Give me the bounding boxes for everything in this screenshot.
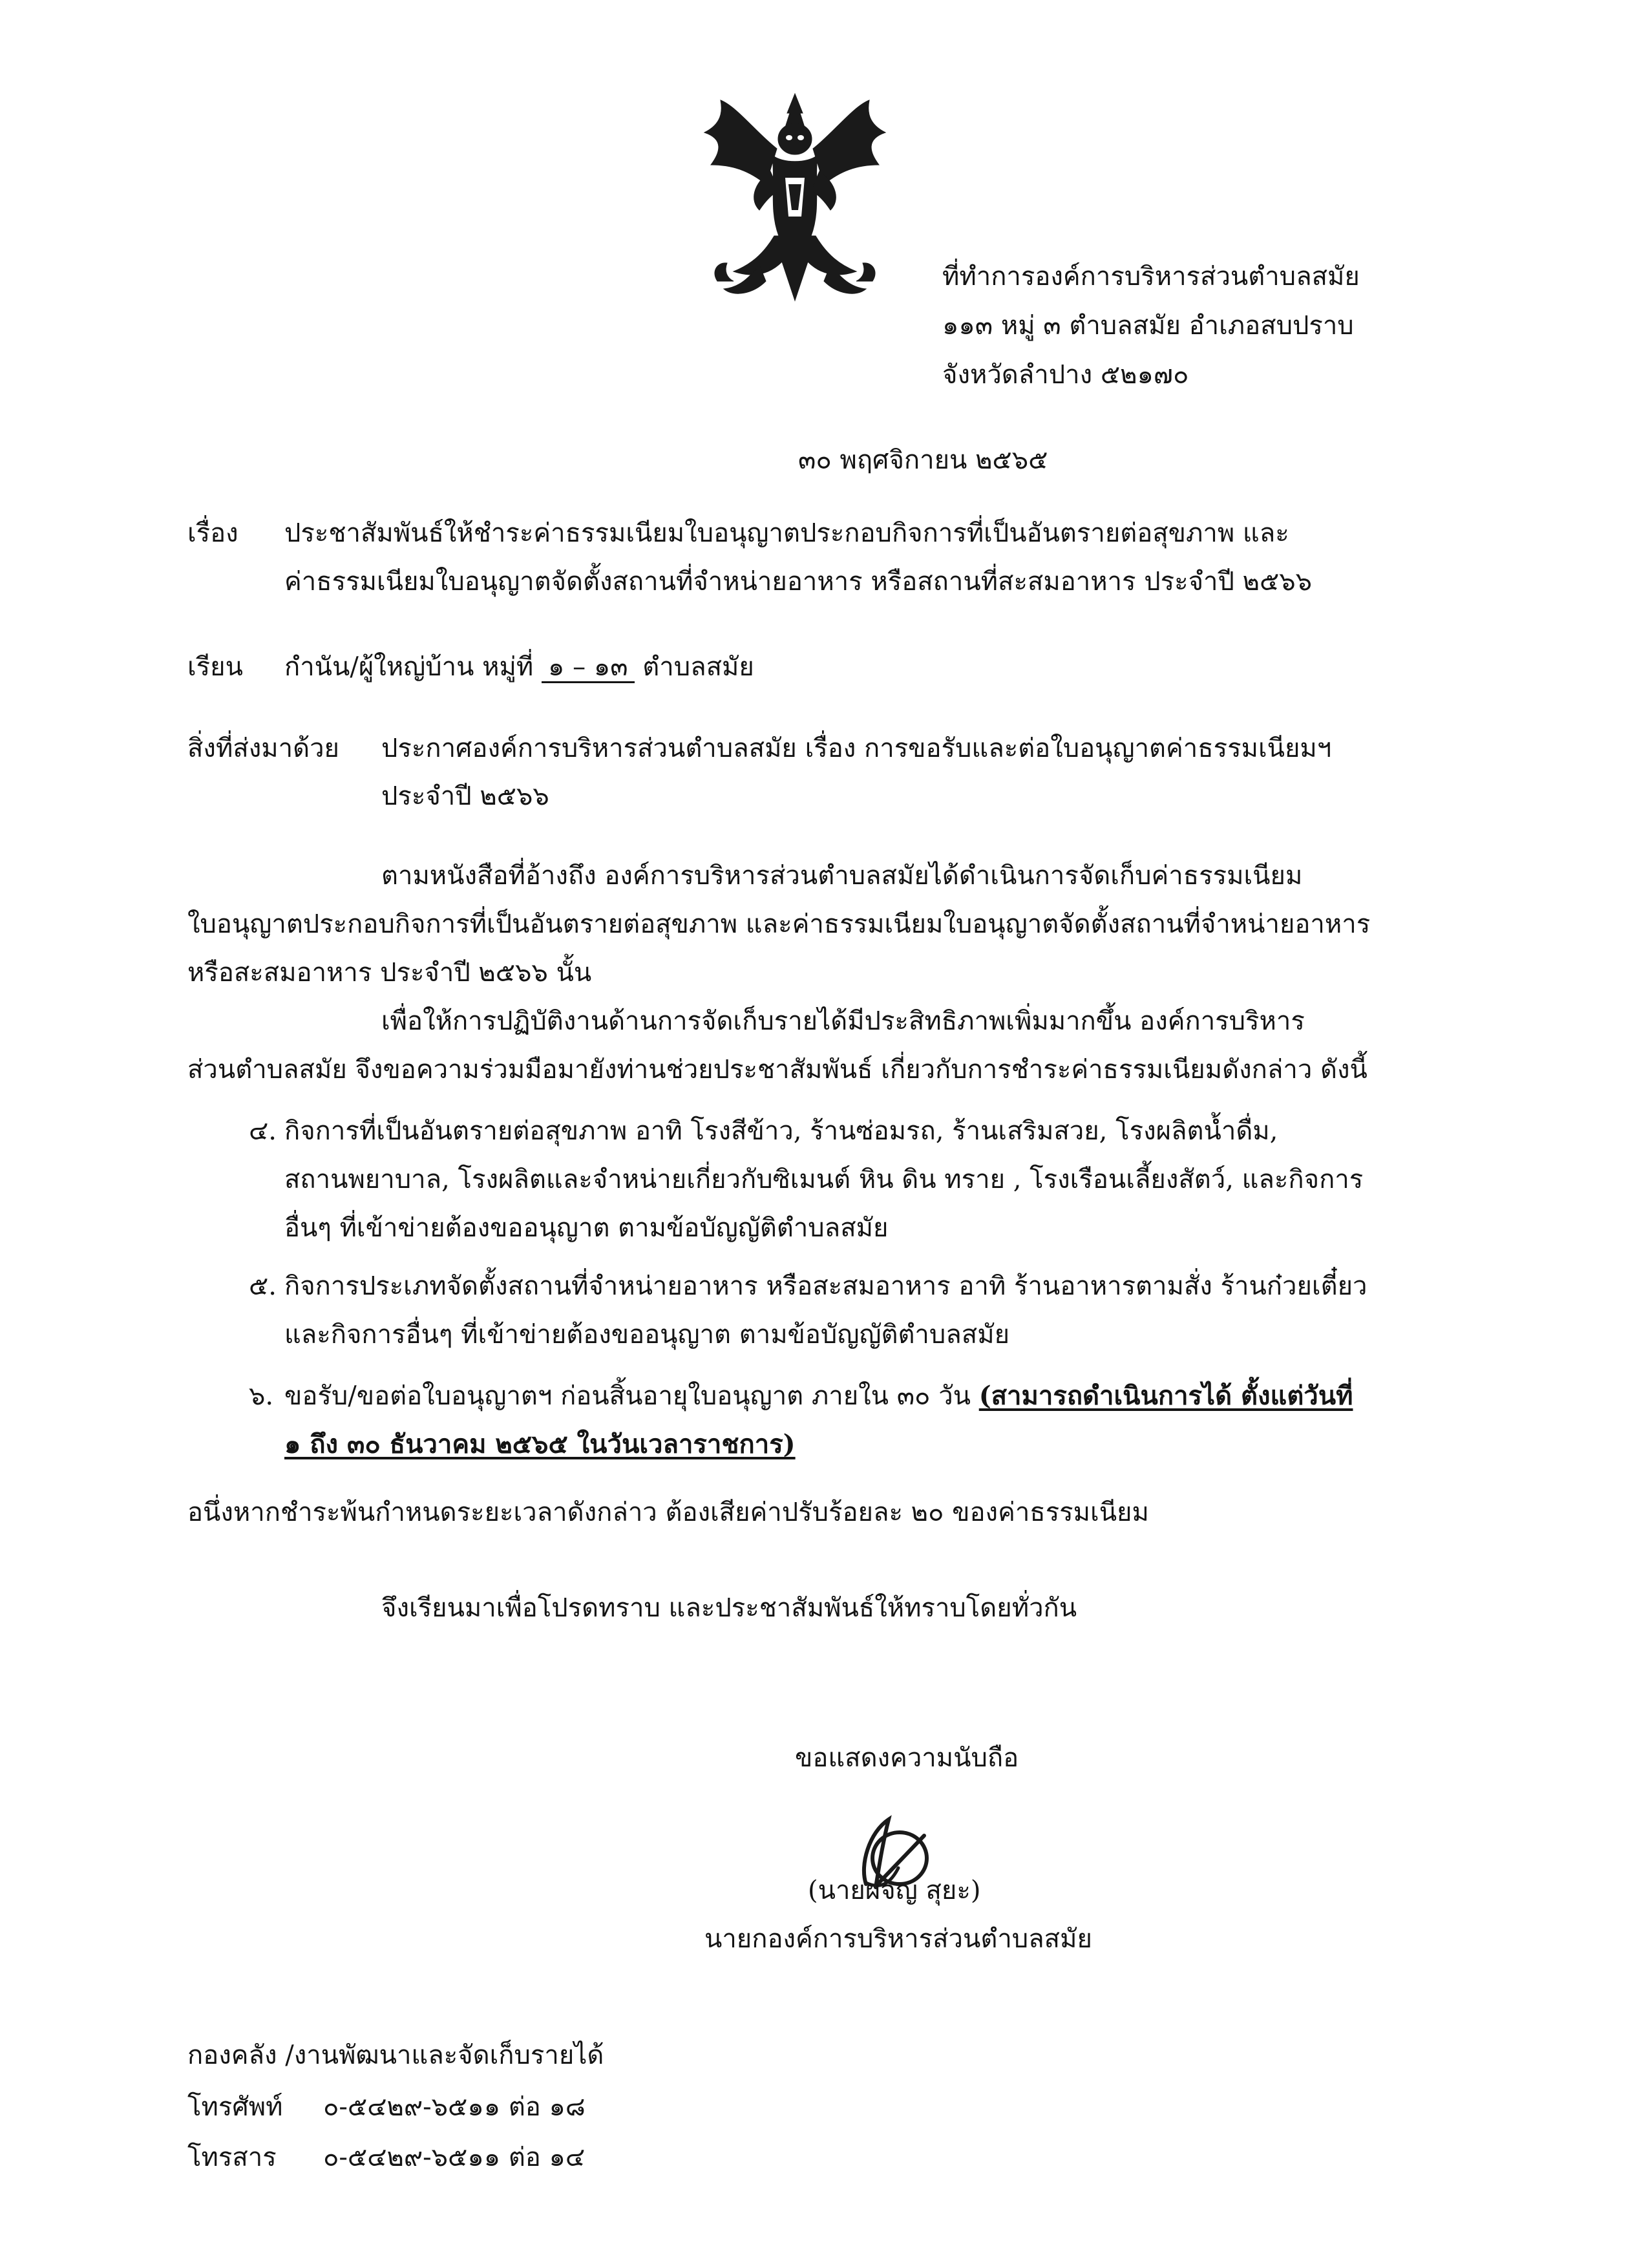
enclosure-line-2: ประจำปี ๒๕๖๖ <box>381 781 549 811</box>
phone-value: ๐-๕๔๒๙-๖๕๑๑ ต่อ ๑๘ <box>323 2092 586 2122</box>
closing-sentence: จึงเรียนมาเพื่อโปรดทราบ และประชาสัมพันธ์ให้ทราบโดยทั่วกัน <box>381 1593 1077 1623</box>
item-4-line-2: สถานพยาบาล, โรงผลิตและจำหน่ายเกี่ยวกับซิเมนต์ หิน ดิน ทราย , โรงเรือนเลี้ยงสัตว์, และกิจการ <box>284 1165 1364 1194</box>
regards: ขอแสดงความนับถือ <box>795 1743 1019 1773</box>
sender-address-line-3: จังหวัดลำปาง ๕๒๑๗๐ <box>942 360 1189 390</box>
recipient-villages: ๑ – ๑๓ <box>542 654 635 683</box>
enclosure-label: สิ่งที่ส่งมาด้วย <box>187 734 339 763</box>
fax-value: ๐-๕๔๒๙-๖๕๑๑ ต่อ ๑๔ <box>323 2143 586 2172</box>
item-4-line-3: อื่นๆ ที่เข้าข่ายต้องขออนุญาต ตามข้อบัญญัติตำบลสมัย <box>284 1213 889 1243</box>
garuda-emblem-icon <box>698 87 892 320</box>
item-5-line-1: กิจการประเภทจัดตั้งสถานที่จำหน่ายอาหาร หรือสะสมอาหาร อาทิ ร้านอาหารตามสั่ง ร้านก๋วยเตี๋ยว <box>284 1271 1368 1301</box>
enclosure-line-1: ประกาศองค์การบริหารส่วนตำบลสมัย เรื่อง การขอรับและต่อใบอนุญาตค่าธรรมเนียมฯ <box>381 734 1332 763</box>
item-6-highlight: (สามารถดำเนินการได้ ตั้งแต่วันที่ <box>978 1381 1353 1411</box>
item-6-line-1 <box>284 1383 1353 1409</box>
paragraph-2-line-1: เพื่อให้การปฏิบัติงานด้านการจัดเก็บรายได้มีประสิทธิภาพเพิ่มมากขึ้น องค์การบริหาร <box>381 1006 1305 1036</box>
penalty-notice: อนึ่งหากชำระพ้นกำหนดระยะเวลาดังกล่าว ต้องเสียค่าปรับร้อยละ ๒๐ ของค่าธรรมเนียม <box>187 1498 1149 1527</box>
sender-address-line-1: ที่ทำการองค์การบริหารส่วนตำบลสมัย <box>942 262 1360 291</box>
department: กองคลัง /งานพัฒนาและจัดเก็บรายได้ <box>187 2040 604 2070</box>
paragraph-1-line-1: ตามหนังสือที่อ้างถึง องค์การบริหารส่วนตำบลสมัยได้ดำเนินการจัดเก็บค่าธรรมเนียม <box>381 861 1303 891</box>
item-number: ๕. <box>249 1271 277 1301</box>
paragraph-1-line-3: หรือสะสมอาหาร ประจำปี ๒๕๖๖ นั้น <box>187 958 592 988</box>
recipient-suffix: ตำบลสมัย <box>642 652 754 682</box>
fax-label: โทรสาร <box>187 2143 277 2172</box>
item-5-line-2: และกิจการอื่นๆ ที่เข้าข่ายต้องขออนุญาต ตามข้อบัญญัติตำบลสมัย <box>284 1320 1010 1350</box>
recipient-line <box>284 654 754 683</box>
item-4-line-1: กิจการที่เป็นอันตรายต่อสุขภาพ อาทิ โรงสีข้าว, ร้านซ่อมรถ, ร้านเสริมสวย, โรงผลิตน้ำดื่ม, <box>284 1116 1278 1146</box>
recipient-label: เรียน <box>187 652 243 682</box>
letter-date: ๓๐ พฤศจิกายน ๒๕๖๕ <box>798 445 1048 475</box>
item-number: ๔. <box>249 1116 277 1146</box>
item-number: ๖. <box>249 1381 274 1411</box>
paragraph-1-line-2: ใบอนุญาตประกอบกิจการที่เป็นอันตรายต่อสุขภาพ และค่าธรรมเนียมใบอนุญาตจัดตั้งสถานที่จำหน่ายอาหาร <box>187 909 1371 939</box>
paragraph-2-line-2: ส่วนตำบลสมัย จึงขอความร่วมมือมายังท่านช่วยประชาสัมพันธ์ เกี่ยวกับการชำระค่าธรรมเนียมดังกล่าว ดังนี้ <box>187 1055 1368 1085</box>
subject-line-2: ค่าธรรมเนียมใบอนุญาตจัดตั้งสถานที่จำหน่ายอาหาร หรือสถานที่สะสมอาหาร ประจำปี ๒๕๖๖ <box>284 567 1312 597</box>
subject-label: เรื่อง <box>187 518 238 548</box>
subject-line-1: ประชาสัมพันธ์ให้ชำระค่าธรรมเนียมใบอนุญาตประกอบกิจการที่เป็นอันตรายต่อสุขภาพ และ <box>284 518 1289 548</box>
recipient-prefix: กำนัน/ผู้ใหญ่บ้าน หมู่ที่ <box>284 652 534 682</box>
item-6-line-2: ๑ ถึง ๓๐ ธันวาคม ๒๕๖๕ ในวันเวลาราชการ) <box>284 1429 796 1459</box>
phone-label: โทรศัพท์ <box>187 2092 283 2122</box>
sender-address-line-2: ๑๑๓ หมู่ ๓ ตำบลสมัย อำเภอสบปราบ <box>942 311 1354 341</box>
item-6-text: ขอรับ/ขอต่อใบอนุญาตฯ ก่อนสิ้นอายุใบอนุญาต ภายใน ๓๐ วัน <box>284 1381 971 1411</box>
signatory-name: (นายผจญ สุยะ) <box>808 1876 981 1905</box>
signatory-position: นายกองค์การบริหารส่วนตำบลสมัย <box>704 1924 1092 1954</box>
